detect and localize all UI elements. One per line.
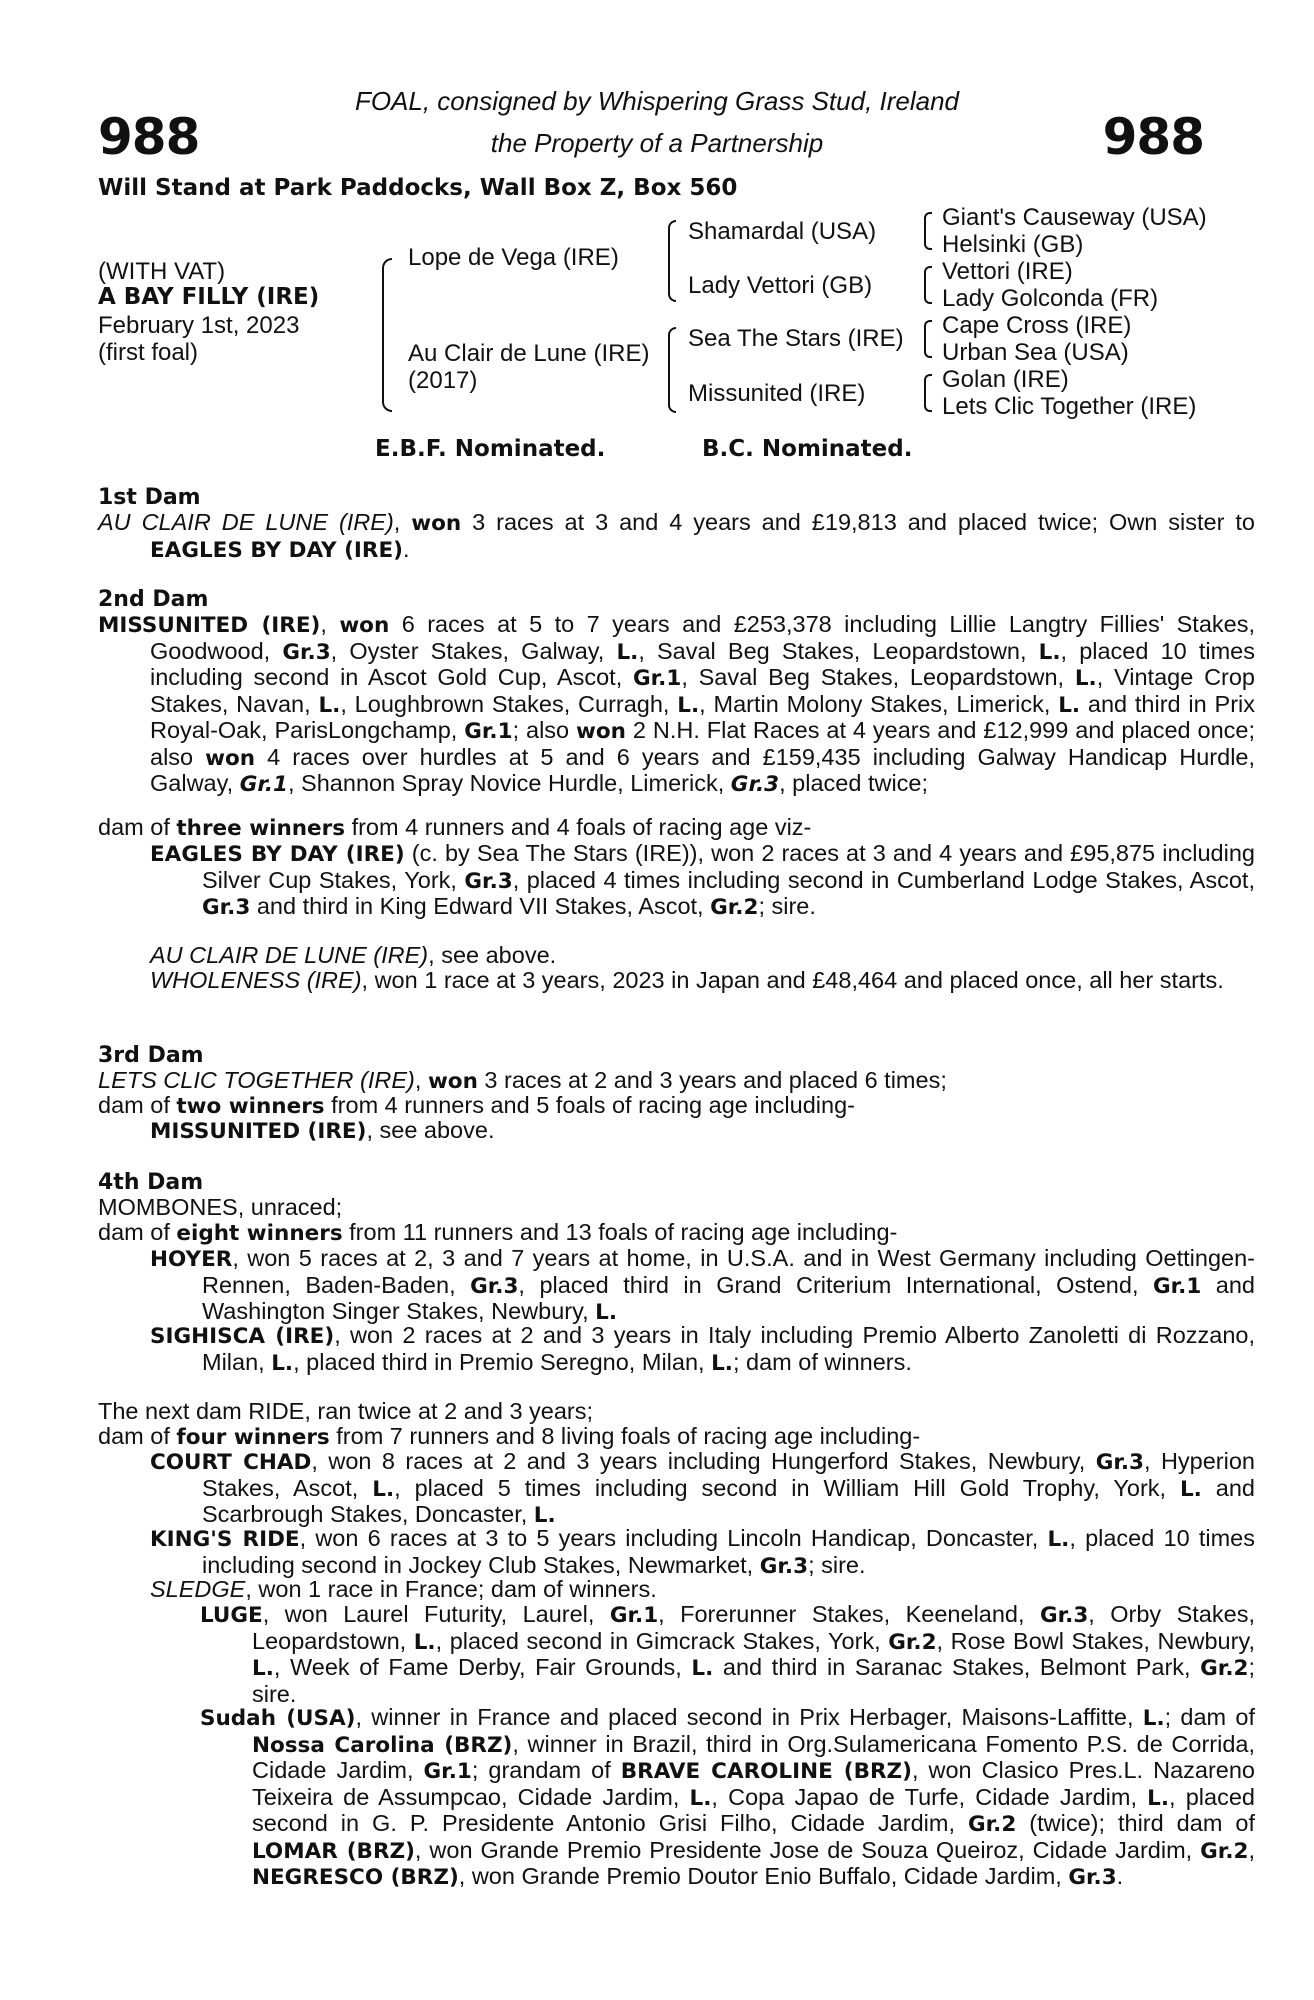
stand-location: Will Stand at Park Paddocks, Wall Box Z, Box 560	[98, 175, 738, 201]
granddam-2: Missunited (IRE)	[688, 380, 866, 407]
sire-brace	[668, 220, 676, 302]
sire-name: Lope de Vega (IRE)	[408, 244, 619, 271]
third-dam-text: LETS CLIC TOGETHER (IRE), won 3 races at 2 and 3 years and placed 6 times;	[98, 1067, 947, 1094]
produce-luge: LUGE, won Laurel Futurity, Laurel, Gr.1, Forerunner Stakes, Keeneland, Gr.3, Orby Stakes, Leopardstown, L., placed second in Gimcrack Stakes, York, Gr.2, Rose Bowl Stakes, Newbury, L., Week of Fame Derby, Fair Grounds, L. and third in Saranac Stakes, Belmont Park, Gr.2; sire.	[200, 1601, 1255, 1707]
dam-year: (2017)	[408, 367, 478, 394]
produce-missunited: MISSUNITED (IRE), see above.	[150, 1117, 495, 1144]
dam-brace	[668, 327, 676, 413]
produce-sighisca: SIGHISCA (IRE), won 2 races at 2 and 3 years in Italy including Premio Alberto Zanoletti di Rozzano, Milan, L., placed third in Premio Seregno, Milan, L.; dam of winners.	[150, 1322, 1256, 1376]
lot-number-right: 988	[1102, 108, 1204, 166]
first-foal-note: (first foal)	[98, 339, 199, 366]
produce-kings-ride: KING'S RIDE, won 6 races at 3 to 5 years including Lincoln Handicap, Doncaster, L., placed 10 times including second in Jockey Club Stakes, Newmarket, Gr.3; sire.	[150, 1525, 1255, 1579]
grandsire-1: Shamardal (USA)	[688, 218, 877, 245]
ggp-7: Golan (IRE)	[942, 366, 1069, 393]
ggp-3: Vettori (IRE)	[942, 258, 1073, 285]
ggp-1: Giant's Causeway (USA)	[942, 204, 1207, 231]
ggp-2: Helsinki (GB)	[942, 231, 1084, 258]
granddam-1: Lady Vettori (GB)	[688, 272, 873, 299]
grandsire-2: Sea The Stars (IRE)	[688, 325, 904, 352]
first-dam-text: AU CLAIR DE LUNE (IRE), won 3 races at 3 and 4 years and £19,813 and placed twice; Own sister to EAGLES BY DAY (IRE).	[98, 509, 1255, 563]
next-dam-text: The next dam RIDE, ran twice at 2 and 3 years;	[98, 1398, 594, 1424]
fourth-dam-text: MOMBONES, unraced;	[98, 1194, 343, 1220]
pedigree-main-brace	[382, 258, 392, 412]
produce-court-chad: COURT CHAD, won 8 races at 2 and 3 years including Hungerford Stakes, Newbury, Gr.3, Hyperion Stakes, Ascot, L., placed 5 times including second in William Hill Gold Trophy, York, L. and Scarbrough Stakes, Doncaster, L.	[150, 1448, 1255, 1528]
fourth-dam-produce: dam of eight winners from 11 runners and 13 foals of racing age including-	[98, 1219, 898, 1246]
brace-3a	[924, 212, 932, 250]
foaling-date: February 1st, 2023	[98, 312, 300, 339]
ggp-8: Lets Clic Together (IRE)	[942, 393, 1197, 420]
horse-name: A BAY FILLY (IRE)	[98, 284, 320, 310]
ggp-4: Lady Golconda (FR)	[942, 285, 1159, 312]
produce-wholeness: WHOLENESS (IRE), won 1 race at 3 years, 2023 in Japan and £48,464 and placed once, all her starts.	[150, 967, 1224, 993]
produce-sledge: SLEDGE, won 1 race in France; dam of winners.	[150, 1576, 657, 1602]
consignor-line: FOAL, consigned by Whispering Grass Stud, Ireland	[354, 86, 960, 116]
second-dam-produce: dam of three winners from 4 runners and 4 foals of racing age viz-	[98, 814, 812, 841]
third-dam-heading: 3rd Dam	[98, 1043, 204, 1068]
next-dam-produce: dam of four winners from 7 runners and 8 living foals of racing age including-	[98, 1423, 921, 1450]
vat-note: (WITH VAT)	[98, 258, 226, 285]
ggp-5: Cape Cross (IRE)	[942, 312, 1132, 339]
produce-sudah: Sudah (USA), winner in France and placed second in Prix Herbager, Maisons-Laffitte, L.; dam of Nossa Carolina (BRZ), winner in Brazil, third in Org.Sulamericana Fomento P.S. de Corrida, Cidade Jardim, Gr.1; grandam of BRAVE CAROLINE (BRZ), won Clasico Pres.L. Nazareno Teixeira de Assumpcao, Cidade Jardim, L., Copa Japao de Turfe, Cidade Jardim, L., placed second in G. P. Presidente Antonio Grisi Filho, Cidade Jardim, Gr.2 (twice); third dam of LOMAR (BRZ), won Grande Premio Presidente Jose de Souza Queiroz, Cidade Jardim, Gr.2, NEGRESCO (BRZ), won Grande Premio Doutor Enio Buffalo, Cidade Jardim, Gr.3.	[200, 1704, 1255, 1890]
fourth-dam-heading: 4th Dam	[98, 1170, 204, 1195]
brace-3b	[924, 266, 932, 304]
produce-hoyer: HOYER, won 5 races at 2, 3 and 7 years at home, in U.S.A. and in West Germany including Oettingen-Rennen, Baden-Baden, Gr.3, placed third in Grand Criterium International, Ostend, Gr.1 and Washington Singer Stakes, Newbury, L.	[150, 1245, 1255, 1325]
brace-3d	[924, 374, 932, 412]
property-line: the Property of a Partnership	[490, 128, 824, 158]
dam-name: Au Clair de Lune (IRE)	[408, 340, 650, 367]
second-dam-text: MISSUNITED (IRE), won 6 races at 5 to 7 years and £253,378 including Lillie Langtry Fillies' Stakes, Goodwood, Gr.3, Oyster Stakes, Galway, L., Saval Beg Stakes, Leopardstown, L., placed 10 times including second in Ascot Gold Cup, Ascot, Gr.1, Saval Beg Stakes, Leopardstown, L., Vintage Crop Stakes, Navan, L., Loughbrown Stakes, Curragh, L., Martin Molony Stakes, Limerick, L. and third in Prix Royal-Oak, ParisLongchamp, Gr.1; also won 2 N.H. Flat Races at 4 years and £12,999 and placed once; also won 4 races over hurdles at 5 and 6 years and £159,435 including Galway Handicap Hurdle, Galway, Gr.1, Shannon Spray Novice Hurdle, Limerick, Gr.3, placed twice;	[98, 611, 1256, 797]
first-dam-heading: 1st Dam	[98, 485, 201, 510]
bc-nomination: B.C. Nominated.	[702, 436, 913, 462]
brace-3c	[924, 320, 932, 358]
ggp-6: Urban Sea (USA)	[942, 339, 1129, 366]
produce-eagles-by-day: EAGLES BY DAY (IRE) (c. by Sea The Stars (IRE)), won 2 races at 3 and 4 years and £95,875 including Silver Cup Stakes, York, Gr.3, placed 4 times including second in Cumberland Lodge Stakes, Ascot, Gr.3 and third in King Edward VII Stakes, Ascot, Gr.2; sire.	[150, 840, 1255, 920]
produce-au-clair-de-lune: AU CLAIR DE LUNE (IRE), see above.	[150, 942, 557, 968]
third-dam-produce: dam of two winners from 4 runners and 5 foals of racing age including-	[98, 1092, 855, 1119]
lot-number-left: 988	[98, 108, 200, 166]
second-dam-heading: 2nd Dam	[98, 587, 209, 612]
ebf-nomination: E.B.F. Nominated.	[375, 436, 606, 462]
